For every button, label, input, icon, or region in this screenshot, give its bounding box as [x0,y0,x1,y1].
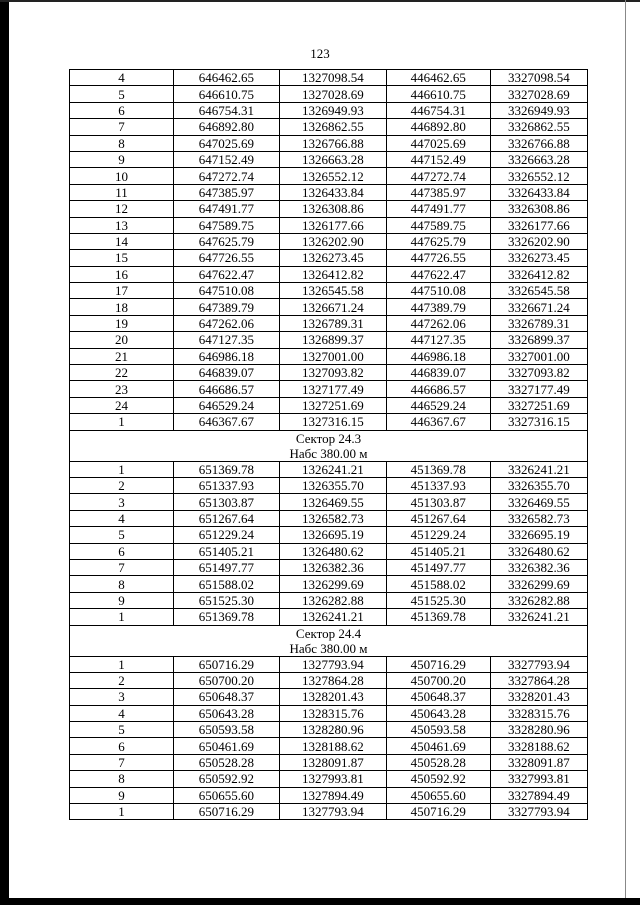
sector-header-row [70,430,588,461]
y-msk-cell: 1327894.49 [279,787,386,803]
x-local-cell: 446462.65 [386,70,490,86]
x-msk-cell: 651337.93 [173,477,279,493]
y-msk-cell: 1327864.28 [279,672,386,688]
y-msk-cell: 1326202.90 [279,233,386,249]
y-msk-cell: 1326582.73 [279,510,386,526]
x-local-cell: 450700.20 [386,672,490,688]
y-msk-cell: 1326273.45 [279,250,386,266]
table-row [70,543,588,559]
x-local-cell: 451497.77 [386,559,490,575]
y-msk-cell: 1326663.28 [279,151,386,167]
y-msk-cell: 1326899.37 [279,332,386,348]
y-local-cell: 3327316.15 [490,414,587,430]
table-row [70,201,588,217]
x-local-cell: 447510.08 [386,283,490,299]
coordinates-table-body [70,70,588,820]
point-number-cell: 4 [70,70,174,86]
table-row [70,86,588,102]
x-local-cell: 450655.60 [386,787,490,803]
x-msk-cell: 651588.02 [173,576,279,592]
table-row [70,348,588,364]
table-row [70,672,588,688]
point-number-cell: 5 [70,527,174,543]
table-row [70,576,588,592]
y-msk-cell: 1326433.84 [279,184,386,200]
y-local-cell: 3326382.36 [490,559,587,575]
sector-header-row [70,625,588,656]
y-msk-cell: 1326308.86 [279,201,386,217]
point-number-cell: 4 [70,705,174,721]
point-number-cell: 7 [70,119,174,135]
y-local-cell: 3326308.86 [490,201,587,217]
x-msk-cell: 650593.58 [173,722,279,738]
point-number-cell: 5 [70,86,174,102]
x-msk-cell: 651369.78 [173,461,279,477]
y-msk-cell: 1327001.00 [279,348,386,364]
x-msk-cell: 650716.29 [173,656,279,672]
y-local-cell: 3326949.93 [490,102,587,118]
point-number-cell: 6 [70,102,174,118]
y-local-cell: 3326469.55 [490,494,587,510]
point-number-cell: 2 [70,672,174,688]
x-local-cell: 451229.24 [386,527,490,543]
y-msk-cell: 1326671.24 [279,299,386,315]
table-row [70,592,588,608]
x-msk-cell: 647025.69 [173,135,279,151]
point-number-cell: 10 [70,168,174,184]
table-row [70,70,588,86]
table-row [70,151,588,167]
table-row [70,168,588,184]
sector-header-cell [70,430,588,461]
x-msk-cell: 651405.21 [173,543,279,559]
y-msk-cell: 1328280.96 [279,722,386,738]
y-local-cell: 3326789.31 [490,315,587,331]
x-local-cell: 450643.28 [386,705,490,721]
y-local-cell: 3326671.24 [490,299,587,315]
y-msk-cell: 1327177.49 [279,381,386,397]
sector-title: Сектор 24.3 [295,430,362,446]
x-local-cell: 451525.30 [386,592,490,608]
y-msk-cell: 1326355.70 [279,477,386,493]
point-number-cell: 3 [70,494,174,510]
x-msk-cell: 651229.24 [173,527,279,543]
point-number-cell: 9 [70,151,174,167]
x-msk-cell: 647726.55 [173,250,279,266]
table-row [70,299,588,315]
point-number-cell: 11 [70,184,174,200]
y-local-cell: 3327993.81 [490,771,587,787]
x-msk-cell: 647389.79 [173,299,279,315]
y-msk-cell: 1327098.54 [279,70,386,86]
point-number-cell: 21 [70,348,174,364]
table-row [70,283,588,299]
y-local-cell: 3326177.66 [490,217,587,233]
y-msk-cell: 1326949.93 [279,102,386,118]
y-local-cell: 3328091.87 [490,754,587,770]
x-msk-cell: 651303.87 [173,494,279,510]
table-row [70,250,588,266]
table-row [70,266,588,282]
x-local-cell: 447025.69 [386,135,490,151]
y-local-cell: 3328201.43 [490,689,587,705]
x-msk-cell: 646986.18 [173,348,279,364]
point-number-cell: 24 [70,397,174,413]
x-local-cell: 451337.93 [386,477,490,493]
point-number-cell: 19 [70,315,174,331]
y-local-cell: 3327251.69 [490,397,587,413]
sector-height: Набс 380.00 м [289,640,368,656]
table-row [70,527,588,543]
x-local-cell: 451303.87 [386,494,490,510]
x-msk-cell: 647272.74 [173,168,279,184]
x-msk-cell: 651525.30 [173,592,279,608]
y-local-cell: 3327177.49 [490,381,587,397]
y-local-cell: 3327098.54 [490,70,587,86]
table-row [70,381,588,397]
y-local-cell: 3326862.55 [490,119,587,135]
table-row [70,787,588,803]
x-msk-cell: 650592.92 [173,771,279,787]
point-number-cell: 9 [70,787,174,803]
x-local-cell: 447272.74 [386,168,490,184]
table-row [70,510,588,526]
x-local-cell: 447389.79 [386,299,490,315]
sector-height: Набс 380.00 м [289,445,368,461]
y-local-cell: 3326241.21 [490,461,587,477]
x-local-cell: 447127.35 [386,332,490,348]
point-number-cell: 18 [70,299,174,315]
y-local-cell: 3327793.94 [490,804,587,820]
x-local-cell: 450593.58 [386,722,490,738]
point-number-cell: 14 [70,233,174,249]
x-local-cell: 450592.92 [386,771,490,787]
x-local-cell: 446839.07 [386,365,490,381]
y-msk-cell: 1327316.15 [279,414,386,430]
x-msk-cell: 650655.60 [173,787,279,803]
x-msk-cell: 647127.35 [173,332,279,348]
x-msk-cell: 647152.49 [173,151,279,167]
x-msk-cell: 646686.57 [173,381,279,397]
y-local-cell: 3326766.88 [490,135,587,151]
point-number-cell: 1 [70,804,174,820]
x-local-cell: 450648.37 [386,689,490,705]
x-msk-cell: 646367.67 [173,414,279,430]
y-msk-cell: 1328091.87 [279,754,386,770]
x-msk-cell: 651497.77 [173,559,279,575]
y-msk-cell: 1326695.19 [279,527,386,543]
y-local-cell: 3326552.12 [490,168,587,184]
page-number: 123 [310,46,330,61]
point-number-cell: 8 [70,576,174,592]
y-local-cell: 3326899.37 [490,332,587,348]
scan-bottom-edge [0,898,640,905]
y-msk-cell: 1327793.94 [279,656,386,672]
point-number-cell: 6 [70,738,174,754]
x-local-cell: 446986.18 [386,348,490,364]
table-row [70,119,588,135]
y-local-cell: 3326582.73 [490,510,587,526]
point-number-cell: 1 [70,461,174,477]
table-row [70,102,588,118]
sector-header-cell [70,625,588,656]
table-row [70,609,588,625]
x-local-cell: 446754.31 [386,102,490,118]
y-local-cell: 3326545.58 [490,283,587,299]
x-msk-cell: 647625.79 [173,233,279,249]
table-row [70,365,588,381]
point-number-cell: 5 [70,722,174,738]
scan-top-edge [0,0,640,2]
y-local-cell: 3327028.69 [490,86,587,102]
x-msk-cell: 646529.24 [173,397,279,413]
table-row [70,233,588,249]
table-row [70,184,588,200]
x-msk-cell: 646839.07 [173,365,279,381]
y-local-cell: 3326282.88 [490,592,587,608]
y-msk-cell: 1326469.55 [279,494,386,510]
scan-left-edge [0,0,9,905]
x-msk-cell: 646892.80 [173,119,279,135]
y-msk-cell: 1328188.62 [279,738,386,754]
x-msk-cell: 650461.69 [173,738,279,754]
y-local-cell: 3326663.28 [490,151,587,167]
table-row [70,477,588,493]
x-local-cell: 450716.29 [386,804,490,820]
x-msk-cell: 650648.37 [173,689,279,705]
y-msk-cell: 1326241.21 [279,461,386,477]
y-msk-cell: 1326545.58 [279,283,386,299]
point-number-cell: 7 [70,754,174,770]
point-number-cell: 8 [70,135,174,151]
y-msk-cell: 1326241.21 [279,609,386,625]
x-local-cell: 450528.28 [386,754,490,770]
x-local-cell: 446686.57 [386,381,490,397]
x-msk-cell: 647262.06 [173,315,279,331]
table-row [70,771,588,787]
y-msk-cell: 1328315.76 [279,705,386,721]
x-msk-cell: 646754.31 [173,102,279,118]
y-msk-cell: 1326282.88 [279,592,386,608]
y-msk-cell: 1326412.82 [279,266,386,282]
y-msk-cell: 1328201.43 [279,689,386,705]
point-number-cell: 3 [70,689,174,705]
y-msk-cell: 1327793.94 [279,804,386,820]
x-local-cell: 447491.77 [386,201,490,217]
table-row [70,494,588,510]
x-msk-cell: 651369.78 [173,609,279,625]
scan-right-edge [625,0,626,905]
point-number-cell: 17 [70,283,174,299]
point-number-cell: 20 [70,332,174,348]
y-local-cell: 3327864.28 [490,672,587,688]
table-row [70,656,588,672]
x-msk-cell: 647491.77 [173,201,279,217]
y-msk-cell: 1326552.12 [279,168,386,184]
x-msk-cell: 646610.75 [173,86,279,102]
y-local-cell: 3326299.69 [490,576,587,592]
y-msk-cell: 1326766.88 [279,135,386,151]
point-number-cell: 9 [70,592,174,608]
table-row [70,135,588,151]
y-msk-cell: 1326789.31 [279,315,386,331]
table-row [70,461,588,477]
y-msk-cell: 1327093.82 [279,365,386,381]
y-local-cell: 3326695.19 [490,527,587,543]
x-local-cell: 450716.29 [386,656,490,672]
x-local-cell: 446610.75 [386,86,490,102]
table-row [70,315,588,331]
y-local-cell: 3328315.76 [490,705,587,721]
y-msk-cell: 1327251.69 [279,397,386,413]
point-number-cell: 16 [70,266,174,282]
x-msk-cell: 650700.20 [173,672,279,688]
x-local-cell: 451369.78 [386,461,490,477]
table-row [70,754,588,770]
y-msk-cell: 1326382.36 [279,559,386,575]
y-local-cell: 3326433.84 [490,184,587,200]
table-row [70,217,588,233]
y-msk-cell: 1327028.69 [279,86,386,102]
point-number-cell: 1 [70,656,174,672]
x-msk-cell: 647385.97 [173,184,279,200]
x-local-cell: 446529.24 [386,397,490,413]
y-local-cell: 3328280.96 [490,722,587,738]
point-number-cell: 12 [70,201,174,217]
table-row [70,397,588,413]
y-local-cell: 3327793.94 [490,656,587,672]
y-local-cell: 3327894.49 [490,787,587,803]
y-msk-cell: 1326862.55 [279,119,386,135]
x-msk-cell: 651267.64 [173,510,279,526]
x-local-cell: 446892.80 [386,119,490,135]
y-local-cell: 3326412.82 [490,266,587,282]
point-number-cell: 13 [70,217,174,233]
point-number-cell: 23 [70,381,174,397]
x-local-cell: 451588.02 [386,576,490,592]
x-msk-cell: 647589.75 [173,217,279,233]
y-local-cell: 3326355.70 [490,477,587,493]
x-local-cell: 447726.55 [386,250,490,266]
table-row [70,689,588,705]
point-number-cell: 7 [70,559,174,575]
x-local-cell: 447152.49 [386,151,490,167]
x-local-cell: 447262.06 [386,315,490,331]
y-local-cell: 3328188.62 [490,738,587,754]
point-number-cell: 4 [70,510,174,526]
x-local-cell: 451267.64 [386,510,490,526]
y-local-cell: 3326202.90 [490,233,587,249]
y-msk-cell: 1326480.62 [279,543,386,559]
y-local-cell: 3326480.62 [490,543,587,559]
x-msk-cell: 650528.28 [173,754,279,770]
x-msk-cell: 647510.08 [173,283,279,299]
point-number-cell: 6 [70,543,174,559]
x-local-cell: 451405.21 [386,543,490,559]
x-local-cell: 447625.79 [386,233,490,249]
x-local-cell: 447385.97 [386,184,490,200]
table-row [70,332,588,348]
y-msk-cell: 1327993.81 [279,771,386,787]
x-msk-cell: 650643.28 [173,705,279,721]
x-local-cell: 450461.69 [386,738,490,754]
y-local-cell: 3326273.45 [490,250,587,266]
point-number-cell: 2 [70,477,174,493]
table-row [70,722,588,738]
x-msk-cell: 650716.29 [173,804,279,820]
point-number-cell: 8 [70,771,174,787]
x-msk-cell: 647622.47 [173,266,279,282]
y-msk-cell: 1326177.66 [279,217,386,233]
point-number-cell: 1 [70,414,174,430]
x-local-cell: 446367.67 [386,414,490,430]
x-local-cell: 447589.75 [386,217,490,233]
x-local-cell: 447622.47 [386,266,490,282]
point-number-cell: 22 [70,365,174,381]
y-local-cell: 3326241.21 [490,609,587,625]
coordinates-table [69,69,588,820]
x-local-cell: 451369.78 [386,609,490,625]
y-local-cell: 3327093.82 [490,365,587,381]
table-row [70,705,588,721]
point-number-cell: 15 [70,250,174,266]
table-row [70,414,588,430]
sector-title: Сектор 24.4 [295,625,362,641]
table-row [70,559,588,575]
point-number-cell: 1 [70,609,174,625]
table-row [70,804,588,820]
y-local-cell: 3327001.00 [490,348,587,364]
y-msk-cell: 1326299.69 [279,576,386,592]
table-row [70,738,588,754]
x-msk-cell: 646462.65 [173,70,279,86]
